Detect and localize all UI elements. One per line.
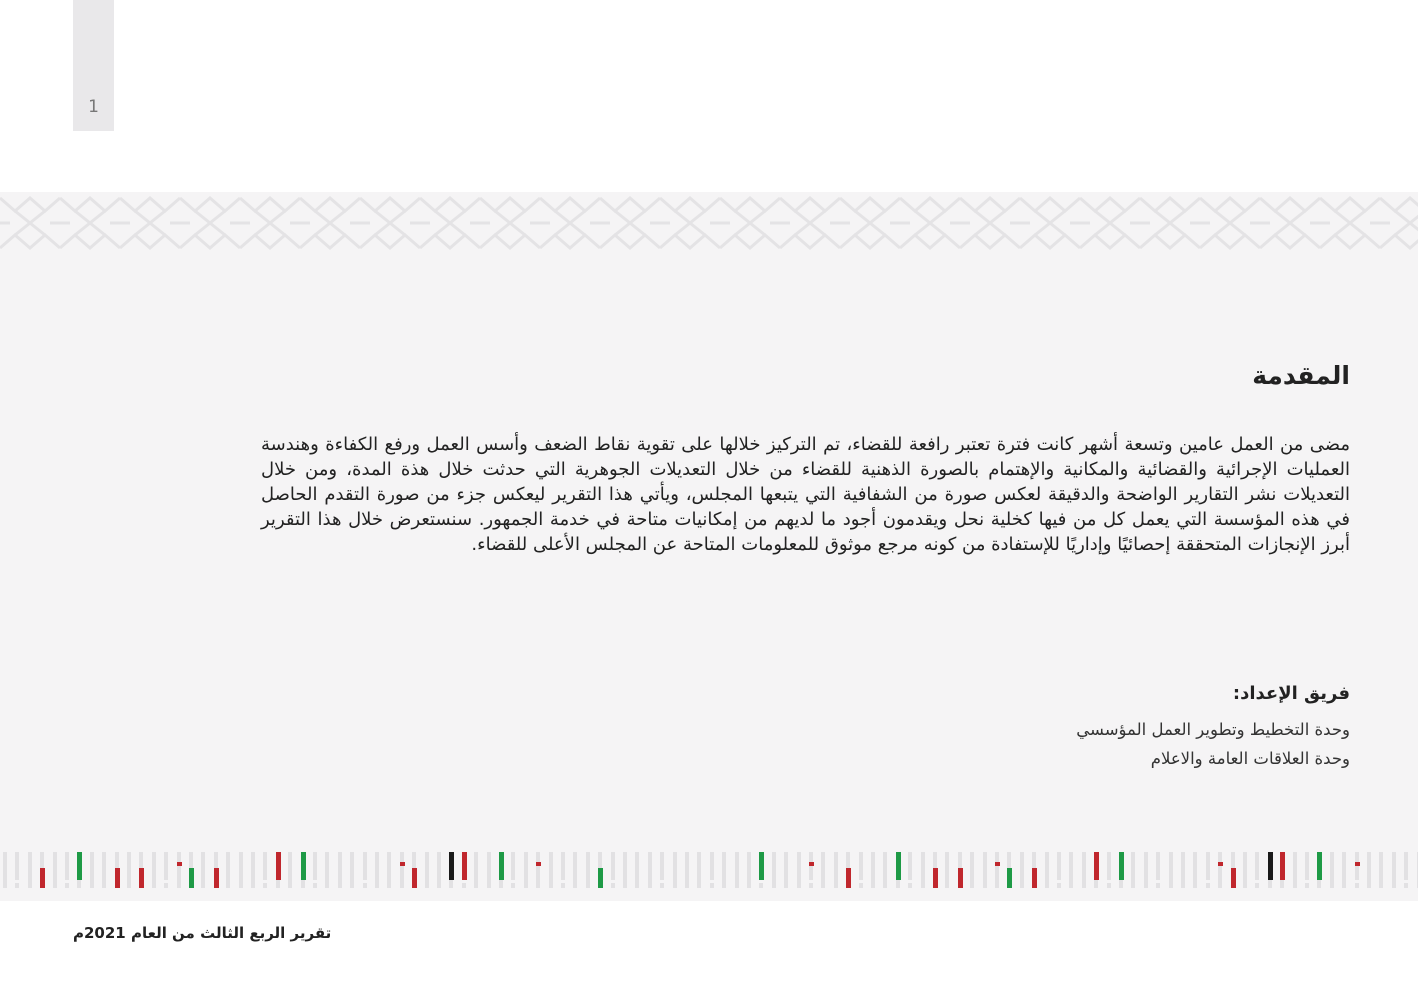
bar-mark (1032, 852, 1037, 888)
bar-mark (1280, 852, 1285, 888)
bar-mark (1007, 852, 1012, 888)
bar-mark (759, 852, 764, 888)
bar-mark (338, 852, 342, 888)
bar-mark (462, 852, 467, 888)
bar-mark (499, 852, 504, 888)
bar-mark (449, 852, 454, 888)
bar-mark (586, 852, 590, 888)
bar-mark (77, 852, 82, 888)
bar-mark (1305, 852, 1309, 888)
bar-mark (201, 852, 205, 888)
bar-mark (1057, 852, 1061, 888)
bar-mark (40, 852, 45, 888)
bar-mark (1330, 852, 1334, 888)
bar-mark (1317, 852, 1322, 888)
bar-mark (1020, 852, 1024, 888)
bar-mark (846, 852, 851, 888)
bar-mark (1342, 852, 1346, 888)
bar-mark (301, 852, 306, 888)
bar-mark (387, 852, 391, 888)
bar-mark (635, 852, 639, 888)
bar-mark (1392, 852, 1396, 888)
bar-mark (1231, 852, 1236, 888)
bar-mark (1218, 852, 1223, 888)
bar-mark (1119, 852, 1124, 888)
decorative-pattern-band (0, 192, 1418, 254)
bar-mark (921, 852, 925, 888)
bar-mark (412, 852, 417, 888)
bar-mark (883, 852, 887, 888)
bar-mark (511, 852, 515, 888)
bar-mark (53, 852, 57, 888)
bar-mark (1144, 852, 1148, 888)
bar-mark (536, 852, 541, 888)
bar-mark (660, 852, 664, 888)
bar-mark (115, 852, 120, 888)
bar-mark (685, 852, 689, 888)
footer-report-title: تقرير الربع الثالث من العام 2021م (73, 924, 332, 942)
bar-mark (933, 852, 938, 888)
bar-mark (797, 852, 801, 888)
bar-mark (1404, 852, 1408, 888)
bar-mark (809, 852, 814, 888)
bar-mark (139, 852, 144, 888)
page-title: المقدمة (1252, 361, 1350, 390)
bar-mark (1355, 852, 1360, 888)
bar-mark (1094, 852, 1099, 888)
bar-mark (1082, 852, 1086, 888)
bar-mark (177, 852, 182, 888)
bar-mark (239, 852, 243, 888)
bar-mark (164, 852, 168, 888)
bar-mark (313, 852, 317, 888)
bar-mark (350, 852, 354, 888)
bar-mark (859, 852, 863, 888)
bar-mark (1069, 852, 1073, 888)
team-unit: وحدة التخطيط وتطوير العمل المؤسسي (1076, 720, 1350, 739)
bar-mark (611, 852, 615, 888)
bar-mark (648, 852, 652, 888)
bar-mark (1045, 852, 1049, 888)
page-number: 1 (88, 97, 99, 117)
bar-mark (896, 852, 901, 888)
bar-mark (549, 852, 553, 888)
bar-mark (1107, 852, 1111, 888)
bar-mark (1206, 852, 1210, 888)
bar-mark (288, 852, 292, 888)
bar-mark (697, 852, 701, 888)
intro-paragraph: مضى من العمل عامين وتسعة أشهر كانت فترة تعتبر رافعة للقضاء، تم التركيز خلالها على تقوية نقاط الضعف وأسس العمل ورفع الكفاءة وهندسة العمليات الإجرائية والقضائية والمكانية والإهتمام بالصورة الذهنية للقضاء من خلال التعديلات الجوهرية التي حدثت خلال هذة المدة، ومن خلال التعديلات نشر التقارير الواضحة والدقيقة لعكس صورة من الشفافية التي يتبعها المجلس، ويأتي هذا التقرير ليعكس جزء من صورة التقدم الحاصل في هذه المؤسسة التي يعمل كل من فيها كخلية نحل ويقدمون أجود ما لديهم من إمكانيات متاحة في خدمة الجمهور. سنستعرض خلال هذا التقرير أبرز الإنجازات المتحققة إحصائيًا وإداريًا للإستفادة من كونه مرجع موثوق للمعلومات المتاحة عن المجلس الأعلى للقضاء. (261, 434, 1350, 555)
bar-mark (425, 852, 429, 888)
bar-mark (1156, 852, 1160, 888)
bar-mark (90, 852, 94, 888)
bar-mark (28, 852, 32, 888)
bar-mark (3, 852, 7, 888)
bar-mark (226, 852, 230, 888)
bar-mark (1268, 852, 1273, 888)
bar-mark (673, 852, 677, 888)
bar-mark (375, 852, 379, 888)
bar-mark (1367, 852, 1371, 888)
bar-mark (722, 852, 726, 888)
bar-mark (487, 852, 491, 888)
bar-mark (214, 852, 219, 888)
bar-mark (65, 852, 69, 888)
bar-mark (561, 852, 565, 888)
bar-mark (1293, 852, 1297, 888)
bar-mark (945, 852, 949, 888)
bar-mark (474, 852, 478, 888)
bar-mark (871, 852, 875, 888)
team-list (261, 716, 1350, 773)
bar-mark (908, 852, 912, 888)
bar-mark (524, 852, 528, 888)
bar-mark (834, 852, 838, 888)
bar-mark (1243, 852, 1247, 888)
content-panel (0, 192, 1418, 901)
bar-mark (363, 852, 367, 888)
bar-mark (15, 852, 19, 888)
bar-mark (189, 852, 194, 888)
bar-mark (710, 852, 714, 888)
bar-mark (747, 852, 751, 888)
bar-mark (1181, 852, 1185, 888)
bar-mark (821, 852, 825, 888)
bar-mark (784, 852, 788, 888)
bar-mark (1169, 852, 1173, 888)
bar-mark (1255, 852, 1259, 888)
bar-mark (152, 852, 156, 888)
bar-mark (995, 852, 1000, 888)
team-unit: وحدة العلاقات العامة والاعلام (1150, 748, 1350, 768)
bar-mark (983, 852, 987, 888)
bar-mark (263, 852, 267, 888)
bar-mark (276, 852, 281, 888)
bar-mark (1193, 852, 1197, 888)
bar-mark (573, 852, 577, 888)
bar-mark (772, 852, 776, 888)
bar-mark (970, 852, 974, 888)
bar-mark (1379, 852, 1383, 888)
bar-mark (102, 852, 106, 888)
bar-mark (735, 852, 739, 888)
bar-mark (623, 852, 627, 888)
bar-mark (1131, 852, 1135, 888)
bar-mark (958, 852, 963, 888)
bar-mark (437, 852, 441, 888)
decorative-bar-strip (0, 852, 1418, 890)
bar-mark (325, 852, 329, 888)
bar-mark (251, 852, 255, 888)
page-number-tab (73, 0, 114, 131)
bar-mark (598, 852, 603, 888)
bar-mark (400, 852, 405, 888)
bar-mark (127, 852, 131, 888)
team-heading: فريق الإعداد: (1232, 683, 1350, 704)
